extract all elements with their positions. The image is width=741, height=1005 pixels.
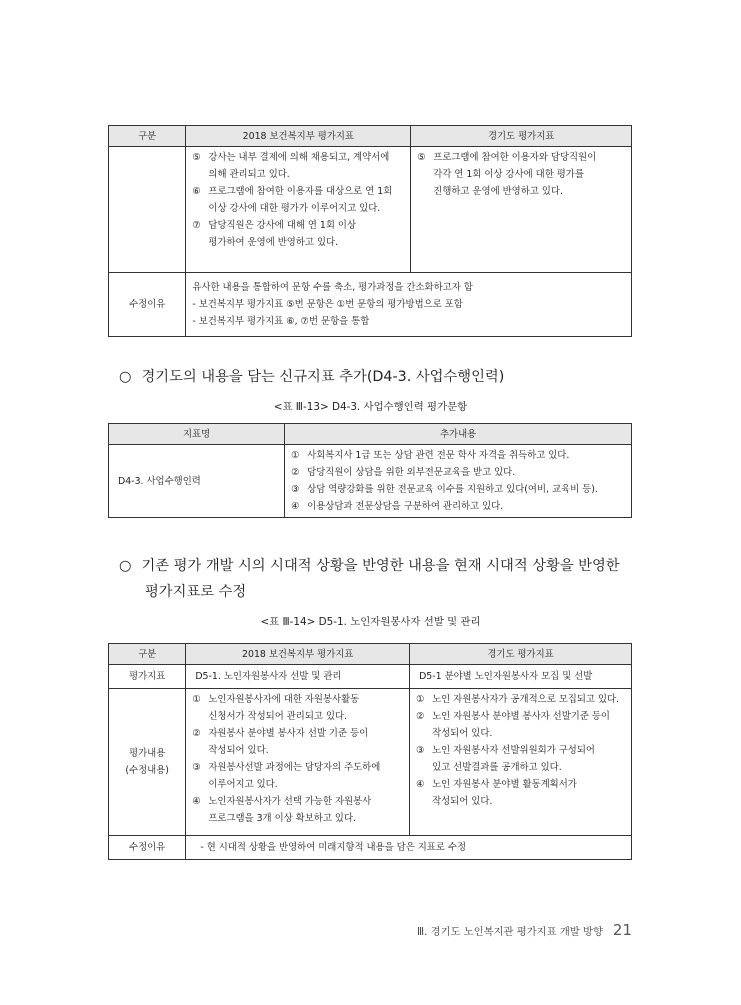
- page-footer: [417, 921, 632, 939]
- row-label: 수정이유: [109, 836, 186, 860]
- row-label: 수정이유: [109, 273, 186, 337]
- list-item: ④ 노인 자원봉사 분야별 활동계획서가 작성되어 있다.: [416, 779, 577, 807]
- table-header: 구분: [109, 644, 186, 665]
- content-left: [186, 689, 410, 836]
- list-item: ④ 이용상담과 전문상담을 구분하여 관리하고 있다.: [291, 501, 504, 512]
- table-header: 지표명: [109, 424, 285, 445]
- list-item: ③ 자원봉사선발 과정에는 담당자의 주도하에 이루어지고 있다.: [192, 762, 381, 790]
- list-item: ③ 상담 역량강화를 위한 전문교육 이수를 지원하고 있다(여비, 교육비 등).: [291, 484, 598, 495]
- row-label: 평가내용 (수정내용): [109, 689, 186, 836]
- section-heading-2-line2: 평가지표로 수정: [145, 584, 247, 600]
- footer-chapter-title: Ⅲ. 경기도 노인복지관 평가지표 개발 방향: [417, 926, 603, 938]
- content-right: [410, 689, 632, 836]
- list-item: ② 노인 자원봉사 분야별 봉사자 선발기준 등이 작성되어 있다.: [416, 711, 610, 739]
- table-header: 2018 보건복지부 평가지표: [186, 126, 411, 147]
- table-header: 경기도 평가지표: [410, 644, 632, 665]
- table-header: 2018 보건복지부 평가지표: [186, 644, 410, 665]
- table-cell-right: [411, 147, 632, 273]
- table-cell-left: [186, 147, 411, 273]
- list-item: ② 자원봉사 분야별 봉사자 선발 기준 등이 작성되어 있다.: [192, 728, 369, 756]
- reason-cell: - 현 시대적 상황을 반영하여 미래지향적 내용을 담은 지표로 수정: [186, 836, 632, 860]
- added-content: [285, 445, 632, 518]
- indicator-left: D5-1. 노인자원봉사자 선발 및 관리: [186, 665, 410, 689]
- list-item: ③ 노인 자원봉사자 선발위원회가 구성되어 있고 선발결과를 공개하고 있다.: [416, 745, 595, 773]
- list-item: ① 사회복지사 1급 또는 상담 관련 전문 학사 자격을 취득하고 있다.: [291, 450, 570, 461]
- table-1: [108, 125, 632, 337]
- section-heading-1: ○ 경기도의 내용을 담는 신규지표 추가(D4-3. 사업수행인력): [119, 369, 505, 385]
- list-item: ⑦ 담당직원은 강사에 대해 연 1회 이상 평가하여 운영에 반영하고 있다.: [192, 220, 357, 248]
- list-item: ⑥ 프로그램에 참여한 이용자를 대상으로 연 1회 이상 강사에 대한 평가가 이루어지고 있다.: [192, 186, 393, 214]
- page-number: 21: [612, 921, 632, 939]
- reason-cell: 유사한 내용을 통합하여 문항 수를 축소, 평가과정을 간소화하고자 함 - 보건복지부 평가지표 ⑤번 문항은 ①번 문항의 평가방법으로 포함 - 보건복지부 평가지표 ⑥, ⑦번 문항을 통합: [186, 273, 632, 337]
- table-header: 경기도 평가지표: [411, 126, 632, 147]
- empty-cell: [109, 147, 186, 273]
- table-3: [108, 643, 632, 860]
- list-item: ② 담당직원이 상담을 위한 외부전문교육을 받고 있다.: [291, 467, 516, 478]
- table-caption-1: <표 Ⅲ-13> D4-3. 사업수행인력 평가문항: [273, 401, 468, 413]
- table-header: 구분: [109, 126, 186, 147]
- list-item: ④ 노인자원봉사자가 선택 가능한 자원봉사 프로그램을 3개 이상 확보하고 있다.: [192, 796, 372, 824]
- list-item: ⑤ 강사는 내부 결제에 의해 채용되고, 계약서에 의해 관리되고 있다.: [192, 152, 390, 180]
- list-item: ① 노인자원봉사자에 대한 자원봉사활동 신청서가 작성되어 관리되고 있다.: [192, 694, 360, 722]
- list-item: ① 노인 자원봉사자가 공개적으로 모집되고 있다.: [416, 694, 620, 705]
- section-heading-2: ○ 기존 평가 개발 시의 시대적 상황을 반영한 내용을 현재 시대적 상황을 반영한: [119, 558, 620, 574]
- table-header: 추가내용: [285, 424, 632, 445]
- indicator-name: D4-3. 사업수행인력: [109, 445, 285, 518]
- list-item: ⑤ 프로그램에 참여한 이용자와 담당직원이 각각 연 1회 이상 강사에 대한 평가를 진행하고 운영에 반영하고 있다.: [417, 152, 597, 197]
- indicator-right: D5-1 분야별 노인자원봉사자 모집 및 선발: [410, 665, 632, 689]
- row-label: 평가지표: [109, 665, 186, 689]
- table-2: [108, 423, 632, 518]
- table-caption-2: <표 Ⅲ-14> D5-1. 노인자원봉사자 선발 및 관리: [260, 616, 481, 628]
